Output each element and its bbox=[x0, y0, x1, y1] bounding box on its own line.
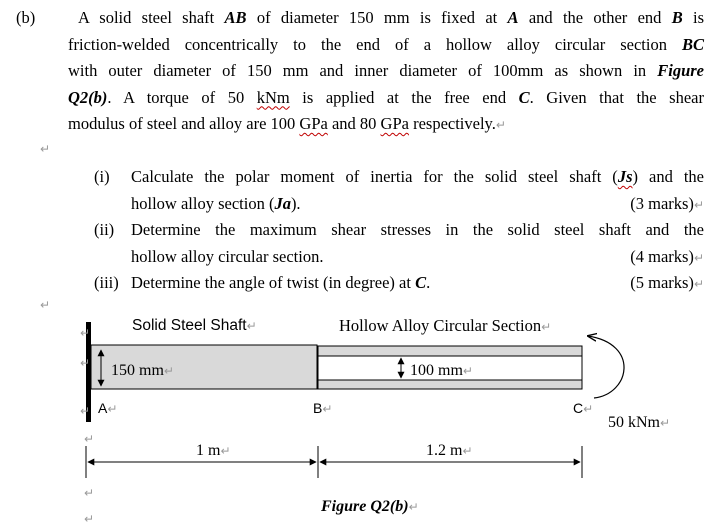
question-marks: (3 marks)↵ bbox=[630, 193, 704, 213]
label-point-c: C↵ bbox=[573, 400, 594, 416]
question-text: Determine the angle of twist (in degree) at C. bbox=[131, 273, 431, 292]
paragraph-line-5: modulus of steel and alloy are 100 GPa and 80 GPa respectively.↵ bbox=[68, 114, 506, 133]
question-text: Determine the maximum shear stresses in the solid steel shaft and the bbox=[131, 220, 704, 239]
label-length-bc: 1.2 m↵ bbox=[426, 442, 473, 459]
return-mark: ↵ bbox=[40, 142, 51, 156]
label-length-ab: 1 m↵ bbox=[196, 442, 231, 459]
question-marks: (5 marks)↵ bbox=[630, 273, 704, 292]
label-solid-steel-shaft: Solid Steel Shaft↵ bbox=[132, 317, 257, 334]
return-mark: ↵ bbox=[80, 404, 91, 418]
question-number: (i) bbox=[94, 167, 110, 186]
question-marks: (4 marks)↵ bbox=[630, 246, 704, 266]
question-list bbox=[94, 164, 704, 296]
figure-q2b bbox=[0, 310, 721, 529]
paragraph-line-1: A solid steel shaft AB of diameter 150 mm is fixed at A and the other end B is bbox=[78, 8, 704, 27]
return-mark: ↵ bbox=[84, 486, 95, 500]
length-dimensions bbox=[86, 446, 582, 478]
label-100-mm: 100 mm↵ bbox=[410, 362, 473, 379]
paragraph-line-4: Q2(b). A torque of 50 kNm is applied at the free end C. Given that the shear bbox=[68, 87, 704, 107]
return-mark: ↵ bbox=[80, 356, 91, 370]
label-hollow-alloy: Hollow Alloy Circular Section↵ bbox=[339, 316, 552, 335]
question-number: (ii) bbox=[94, 220, 115, 239]
question-text: hollow alloy circular section. bbox=[131, 246, 324, 266]
label-150-mm: 150 mm↵ bbox=[111, 362, 174, 379]
label-point-b: B↵ bbox=[313, 400, 333, 416]
return-mark: ↵ bbox=[80, 326, 91, 340]
paragraph-line-3: with outer diameter of 150 mm and inner diameter of 100mm as shown in Figure bbox=[68, 61, 704, 80]
return-mark: ↵ bbox=[84, 432, 95, 446]
label-point-a: A↵ bbox=[98, 400, 118, 416]
question-text: hollow alloy section (Ja). bbox=[131, 193, 301, 213]
torque-arrow bbox=[588, 336, 624, 398]
return-mark: ↵ bbox=[40, 298, 51, 312]
question-text: Calculate the polar moment of inertia for the solid steel shaft (Js) and the bbox=[131, 167, 704, 186]
paragraph-line-2: friction-welded concentrically to the end of a hollow alloy circular section BC bbox=[68, 34, 704, 54]
figure-caption: Figure Q2(b)↵ bbox=[321, 498, 419, 515]
part-label: (b) bbox=[16, 8, 36, 27]
problem-paragraph bbox=[68, 5, 704, 138]
label-torque: 50 kNm↵ bbox=[608, 414, 671, 431]
question-number: (iii) bbox=[94, 273, 119, 292]
return-mark: ↵ bbox=[84, 512, 95, 526]
